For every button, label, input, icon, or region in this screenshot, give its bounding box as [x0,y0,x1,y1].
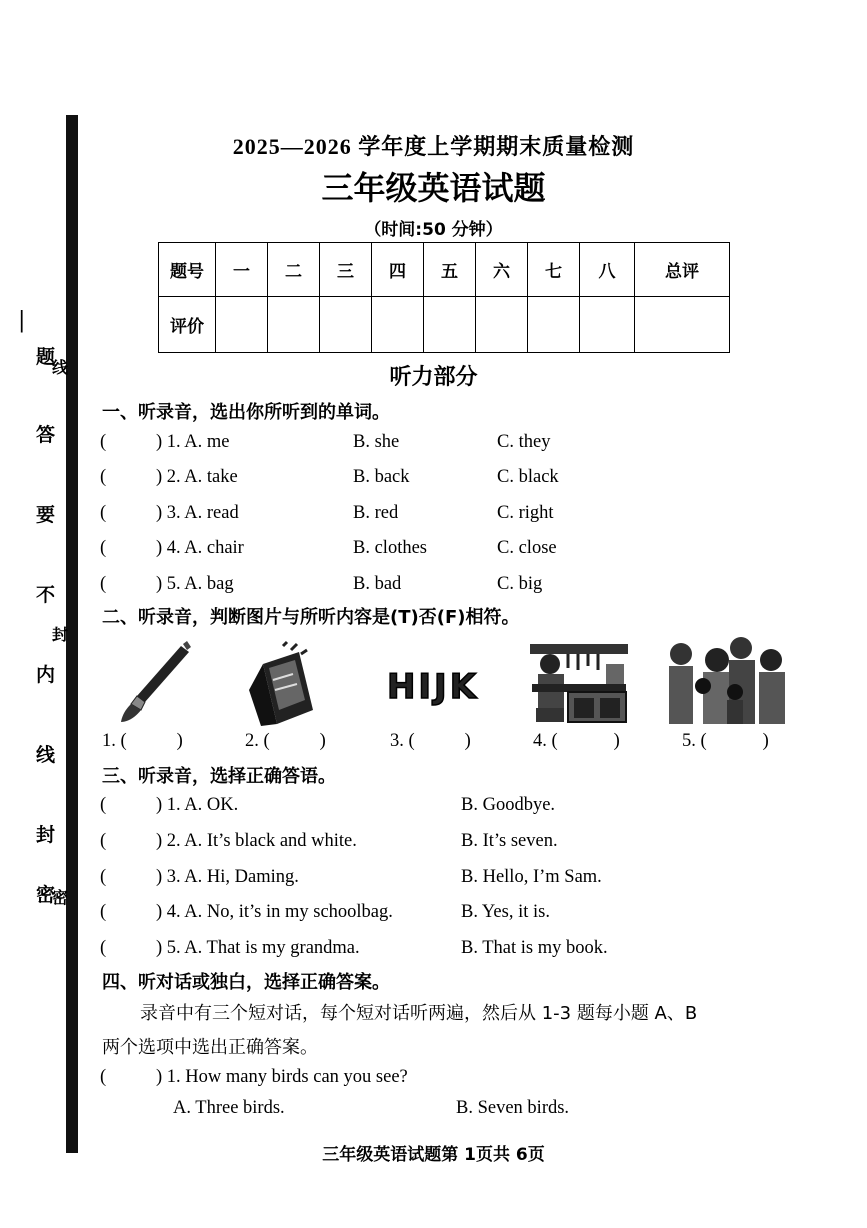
book-picture [243,640,323,728]
sidebar-char: 答 [36,424,56,446]
part1-heading: 一、听录音，选出你所听到的单词。 [102,402,390,423]
page-footer: 三年级英语试题第 1页共 6页 [322,1145,545,1165]
score-header-cell: 六 [476,243,528,297]
answer-paren[interactable]: ( [100,867,107,887]
answer-paren[interactable]: ( [100,503,107,523]
item-option-b: B. red [353,503,399,523]
picture-4-caption[interactable]: 4. ( ) [533,731,620,751]
score-header-cell: 一 [216,243,268,297]
answer-paren[interactable]: ( [100,902,107,922]
score-entry-cell[interactable] [528,297,580,353]
sidebar-char: 内 [36,664,56,686]
score-row-label: 评价 [159,297,216,353]
answer-paren[interactable]: ( [100,467,107,487]
score-header-cell: 八 [580,243,635,297]
kitchen-picture [528,642,630,724]
answer-paren[interactable]: ( [100,538,107,558]
score-entry-cell[interactable] [635,297,730,353]
item-option-b: B. Hello, I’m Sam. [461,867,602,887]
item-option-b: B. she [353,432,400,452]
item-option-c: C. close [497,538,557,558]
score-table [158,242,730,353]
answer-paren[interactable]: ( [100,795,107,815]
item-option-a: ) 3. A. Hi, Daming. [156,867,299,887]
sidebar-inner-char: 线 [52,358,69,377]
item-option-c: C. black [497,467,559,487]
item-option-a: ) 4. A. chair [156,538,244,558]
item-option-b: B. Yes, it is. [461,902,550,922]
item-option-a: ) 1. A. me [156,432,230,452]
item-option-a: ) 5. A. That is my grandma. [156,938,360,958]
exam-year-line: 2025—2026 学年度上学期期末质量检测 [232,134,635,159]
picture-3-caption[interactable]: 3. ( ) [390,731,471,751]
answer-paren[interactable]: ( [100,574,107,594]
score-header-cell: 三 [320,243,372,297]
item-option-a: ) 2. A. It’s black and white. [156,831,357,851]
score-entry-cell[interactable] [216,297,268,353]
part3-heading: 三、听录音，选择正确答语。 [102,766,336,787]
score-header-cell: 四 [372,243,424,297]
item-option-b: B. It’s seven. [461,831,558,851]
sidebar-char: 密 [36,884,56,906]
sidebar-mark: | [18,308,26,333]
answer-paren[interactable]: ( [100,1067,107,1087]
sidebar-inner-char: 密 [52,888,69,907]
time-note: （时间:50 分钟） [364,220,503,240]
sidebar-char: 不 [36,584,56,606]
exam-title: 三年级英语试题 [321,169,546,207]
item-option-b: B. clothes [353,538,427,558]
sidebar-char: 封 [36,824,56,846]
letters-picture-text: HIJK [386,667,480,706]
item-option-a: ) 3. A. read [156,503,239,523]
item-option-a: ) 1. A. OK. [156,795,239,815]
score-header-cell: 总评 [635,243,730,297]
sidebar-char: 线 [36,744,56,766]
score-entry-cell[interactable] [476,297,528,353]
item-option-c: C. right [497,503,554,523]
picture-1-caption[interactable]: 1. ( ) [102,731,183,751]
score-entry-cell[interactable] [372,297,424,353]
score-header-cell: 题号 [159,243,216,297]
item-option-a: ) 2. A. take [156,467,238,487]
question-text: ) 1. How many birds can you see? [156,1067,408,1087]
picture-2-caption[interactable]: 2. ( ) [245,731,326,751]
answer-paren[interactable]: ( [100,831,107,851]
item-option-a: A. Three birds. [173,1098,285,1118]
item-option-c: C. big [497,574,543,594]
item-option-b: B. That is my book. [461,938,608,958]
score-header-cell: 五 [424,243,476,297]
sidebar-char: 题 [36,346,56,368]
sidebar-char: 要 [36,504,56,526]
part4-instruction-line1: 录音中有三个短对话，每个短对话听两遍，然后从 1-3 题每小题 A、B [140,1003,698,1024]
part2-heading: 二、听录音，判断图片与所听内容是(T)否(F)相符。 [102,607,520,628]
family-picture [665,636,791,728]
picture-5-caption[interactable]: 5. ( ) [682,731,769,751]
letters-picture [383,664,483,706]
section-title: 听力部分 [389,365,478,390]
item-option-c: C. they [497,432,551,452]
paintbrush-picture [115,640,195,725]
score-header-cell: 七 [528,243,580,297]
item-option-b: B. Goodbye. [461,795,556,815]
part4-instruction-line2: 两个选项中选出正确答案。 [102,1037,318,1058]
score-header-cell: 二 [268,243,320,297]
item-option-a: ) 5. A. bag [156,574,234,594]
answer-paren[interactable]: ( [100,938,107,958]
score-entry-cell[interactable] [424,297,476,353]
part4-heading: 四、听对话或独白，选择正确答案。 [102,972,390,993]
score-entry-cell[interactable] [268,297,320,353]
sidebar-inner-char: 封 [52,625,69,644]
score-entry-cell[interactable] [320,297,372,353]
answer-paren[interactable]: ( [100,432,107,452]
score-entry-cell[interactable] [580,297,635,353]
item-option-b: B. Seven birds. [456,1098,570,1118]
item-option-b: B. bad [353,574,402,594]
item-option-b: B. back [353,467,410,487]
item-option-a: ) 4. A. No, it’s in my schoolbag. [156,902,393,922]
